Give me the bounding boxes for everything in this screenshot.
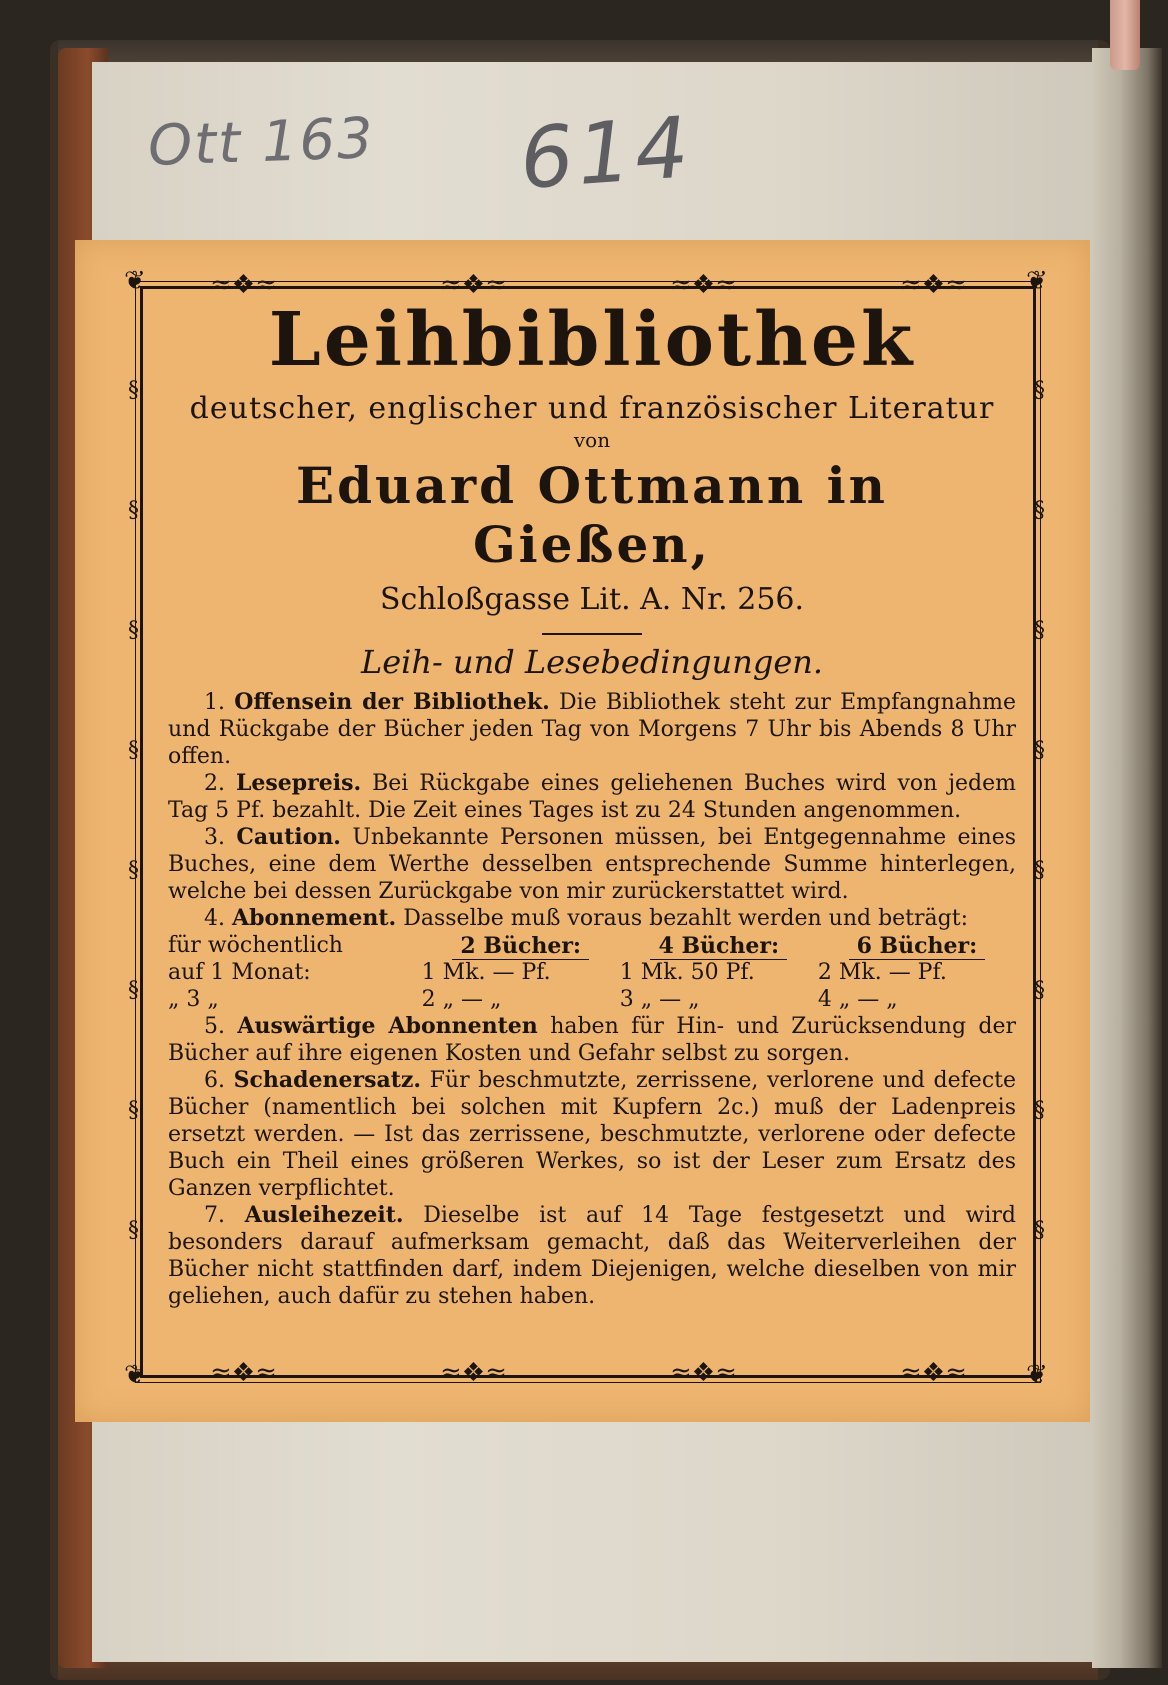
fee-value: 2 „ — „ [421,987,502,1013]
divider [542,633,642,635]
fee-header-row [168,932,1016,959]
label-title: Leihbibliothek [268,297,916,383]
publisher-address: Schloßgasse Lit. A. Nr. 256. [379,582,805,618]
rule-title: Offensein der Bibliothek. [234,689,550,716]
rule-text: Dasselbe muß voraus bezahlt werden und beträgt: [403,906,968,932]
border-ornament-icon: ≈❖≈ [210,270,277,300]
side-ornament-icon: § [128,1098,139,1123]
corner-ornament-icon: ❦ [124,266,146,296]
fee-column-header: 2 Bücher: [422,932,620,959]
pencil-shelfmark: Ott 163 [146,106,376,179]
rule-title: Auswärtige Abonnenten [237,1013,538,1040]
side-ornament-icon: § [1034,978,1045,1003]
fee-period: auf 1 Monat: [168,960,311,986]
fee-column-header: 6 Bücher: [818,932,1016,959]
side-ornament-icon: § [128,738,139,763]
border-ornament-icon: ≈❖≈ [670,270,737,300]
side-ornament-icon: § [1034,498,1045,523]
book-gutter [1092,48,1162,1668]
side-ornament-icon: § [128,1218,139,1243]
pencil-number: 614 [516,98,696,208]
corner-ornament-icon: ❦ [1026,266,1048,296]
rule-item [168,770,1016,824]
rule-item [168,824,1016,905]
rule-title: Ausleihezeit. [244,1202,404,1229]
label-subtitle: deutscher, englischer und französischer Literatur [189,391,995,427]
corner-ornament-icon: ❦ [124,1360,146,1390]
rule-number: 1. [204,690,225,716]
side-ornament-icon: § [128,978,139,1003]
rule-item [168,689,1016,770]
side-ornament-icon: § [1034,618,1045,643]
rule-title: Caution. [236,824,341,851]
fee-column-header: 4 Bücher: [620,932,818,959]
fee-row [168,986,1016,1013]
rule-item [168,1202,1016,1310]
fee-period: „ 3 „ [168,987,219,1013]
side-ornament-icon: § [128,378,139,403]
fee-table [168,932,1016,1013]
fee-row [168,959,1016,986]
fee-value: 3 „ — „ [619,987,700,1013]
rule-number: 5. [204,1014,225,1040]
rule-item [168,1013,1016,1067]
side-ornament-icon: § [1034,1098,1045,1123]
publisher-name: Eduard Ottmann in Gießen, [295,456,889,575]
side-ornament-icon: § [128,858,139,883]
fee-value: 4 „ — „ [817,987,898,1013]
border-ornament-icon: ≈❖≈ [900,1358,967,1388]
rule-item [168,905,1016,932]
corner-ornament-icon: ❦ [1026,1360,1048,1390]
rule-number: 2. [204,771,225,797]
conditions-heading: Leih- und Lesebedingungen. [360,643,824,682]
rule-text: Dieselbe ist auf 14 Tage festgesetzt und wird besonders darauf aufmerksam gemacht, daß das Weiterverleihen der Bücher nicht stattfinden darf, indem Diejenigen, welche dieselben von mir geliehen, auch dafür zu stehen haben. [168,1203,1017,1310]
side-ornament-icon: § [128,618,139,643]
rule-text: Für beschmutzte, zerrissene, verlorene und defecte Bücher (namentlich bei solchen mit Kupfern 2c.) muß der Ladenpreis ersetzt werden. — Ist das zerrissene, beschmutzte, verlorene oder defecte Buch ein Theil eines größeren Werkes, so ist der Leser zum Ersatz des Ganzen verpflichtet. [168,1068,1017,1202]
rule-text: Die Bibliothek steht zur Empfangnahme und Rückgabe der Bücher jeden Tag von Morgens 7 Uhr bis Abends 8 Uhr offen. [168,690,1016,770]
fee-value: 1 Mk. 50 Pf. [619,960,755,986]
border-ornament-icon: ≈❖≈ [210,1358,277,1388]
side-ornament-icon: § [1034,378,1045,403]
rule-text: Bei Rückgabe eines geliehenen Buches wird von jedem Tag 5 Pf. bezahlt. Die Zeit eines Tages ist zu 24 Stunden angenommen. [168,771,1017,824]
side-ornament-icon: § [128,498,139,523]
side-ornament-icon: § [1034,738,1045,763]
rule-item [168,1067,1016,1202]
rule-number: 6. [204,1068,225,1094]
border-ornament-icon: ≈❖≈ [670,1358,737,1388]
label-von: von [573,428,611,453]
label-content [168,297,1017,1310]
side-ornament-icon: § [1034,1218,1045,1243]
fee-value: 2 Mk. — Pf. [817,960,947,986]
bookmark-ribbon [1110,0,1140,70]
fee-row-label: für wöchentlich [168,933,343,959]
side-ornament-icon: § [1034,858,1045,883]
rule-number: 3. [204,825,225,851]
rule-title: Abonnement. [232,905,397,932]
rule-title: Schadenersatz. [233,1067,422,1094]
rule-number: 4. [204,906,225,932]
border-ornament-icon: ≈❖≈ [440,270,507,300]
rule-title: Lesepreis. [235,770,362,797]
rule-text: Unbekannte Personen müssen, bei Entgegennahme eines Buches, eine dem Werthe desselben entsprechende Summe hinterlegen, welche bei dessen Zurückgabe von mir zurückerstattet wird. [168,825,1017,905]
border-ornament-icon: ≈❖≈ [440,1358,507,1388]
rule-number: 7. [204,1203,225,1229]
border-ornament-icon: ≈❖≈ [900,270,967,300]
rule-text: haben für Hin- und Zurücksendung der Bücher auf ihre eigenen Kosten und Gefahr selbst zu sorgen. [168,1014,1017,1067]
fee-value: 1 Mk. — Pf. [421,960,551,986]
